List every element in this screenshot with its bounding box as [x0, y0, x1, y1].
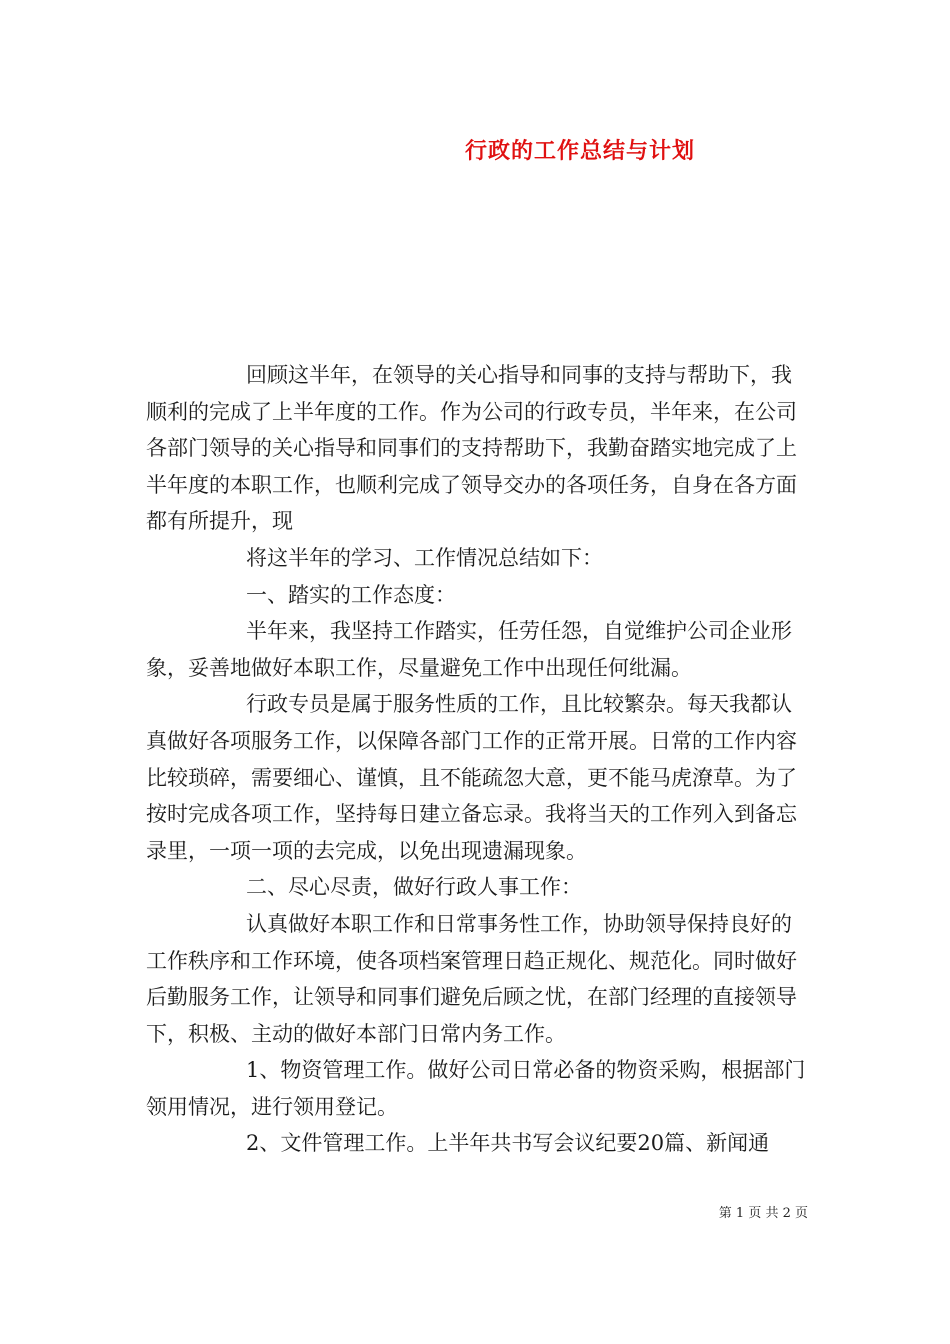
document-body — [146, 357, 808, 1162]
paragraph-summary-intro: 将这半年的学习、工作情况总结如下： — [246, 545, 603, 570]
paragraph-item-2: 2、文件管理工作。上半年共书写会议纪要20篇、新闻通 — [246, 1131, 770, 1156]
page-number: 第 1 页 共 2 页 — [718, 1206, 808, 1221]
heading-section-1: 一、踏实的工作态度： — [246, 582, 456, 607]
paragraph-service-work: 行政专员是属于服务性质的工作，且比较繁杂。每天我都认真做好各项服务工作，以保障各部门工作的正常开展。日常的工作内容比较琐碎，需要细心、谨慎，且不能疏忽大意，更不能马虎潦草。为了按时完成各项工作，坚持每日建立备忘录。我将当天的工作列入到备忘录里，一项一项的去完成，以免出现遗漏现象。 — [146, 692, 797, 863]
paragraph-item-1: 1、物资管理工作。做好公司日常必备的物资采购，根据部门领用情况，进行领用登记。 — [146, 1058, 806, 1119]
paragraph-attitude: 半年来，我坚持工作踏实，任劳任怨，自觉维护公司企业形象，妥善地做好本职工作，尽量避免工作中出现任何纰漏。 — [146, 619, 792, 680]
document-title: 行政的工作总结与计划 — [464, 138, 695, 164]
heading-section-2: 二、尽心尽责，做好行政人事工作： — [246, 875, 582, 900]
paragraph-review: 回顾这半年，在领导的关心指导和同事的支持与帮助下，我顺利的完成了上半年度的工作。作为公司的行政专员，半年来，在公司各部门领导的关心指导和同事们的支持帮助下，我勤奋踏实地完成了上半年度的本职工作，也顺利完成了领导交办的各项任务，自身在各方面都有所提升，现 — [146, 363, 797, 534]
paragraph-daily-duties: 认真做好本职工作和日常事务性工作，协助领导保持良好的工作秩序和工作环境，使各项档案管理日趋正规化、规范化。同时做好后勤服务工作，让领导和同事们避免后顾之忧，在部门经理的直接领导下，积极、主动的做好本部门日常内务工作。 — [146, 911, 797, 1046]
